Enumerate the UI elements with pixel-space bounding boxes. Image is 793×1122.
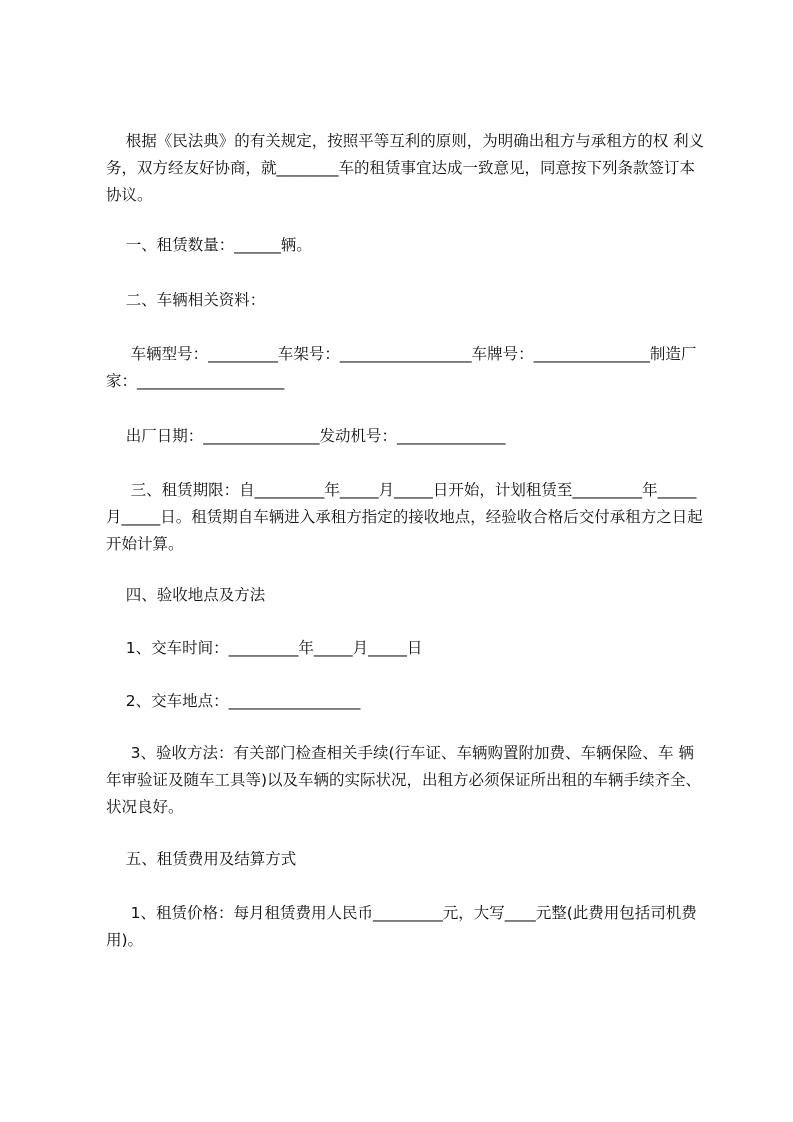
- intro-paragraph: 根据《民法典》的有关规定，按照平等互利的原则，为明确出租方与承租方的权 利义务，双方经友好协商，就________车的租赁事宜达成一致意见，同意按下列条款签订本协议。: [106, 132, 705, 204]
- delivery-time-clause: 1、交车时间：_________年_____月_____日: [106, 639, 423, 657]
- lease-term-clause: 三、租赁期限：自_________年_____月_____日开始，计划租赁至_________年_____月_____日。租赁期自车辆进入承租方指定的接收地点，经验收合格后交付承租方之日起开始计算。: [106, 481, 703, 553]
- quantity-clause: 一、租赁数量：______辆。: [106, 236, 312, 254]
- inspection-method-clause: 3、验收方法：有关部门检查相关手续(行车证、车辆购置附加费、车辆保险、车 辆年审验证及随车工具等)以及车辆的实际状况，出租方必须保证所出租的车辆手续齐全、状况良好。: [106, 744, 702, 816]
- delivery-place-clause: 2、交车地点：_________________: [106, 692, 361, 710]
- fee-heading: 五、租赁费用及结算方式: [106, 850, 297, 868]
- inspection-heading: 四、验收地点及方法: [106, 586, 266, 604]
- price-clause: 1、租赁价格：每月租赁费用人民币_________元，大写____元整(此费用包括司机费用)。: [106, 904, 697, 949]
- manufacture-date-clause: 出厂日期：_______________发动机号：______________: [106, 427, 506, 445]
- vehicle-identifiers-clause: 车辆型号：_________车架号：_________________车牌号：_______________制造厂家：___________________: [106, 345, 697, 390]
- vehicle-info-heading: 二、车辆相关资料：: [106, 291, 266, 309]
